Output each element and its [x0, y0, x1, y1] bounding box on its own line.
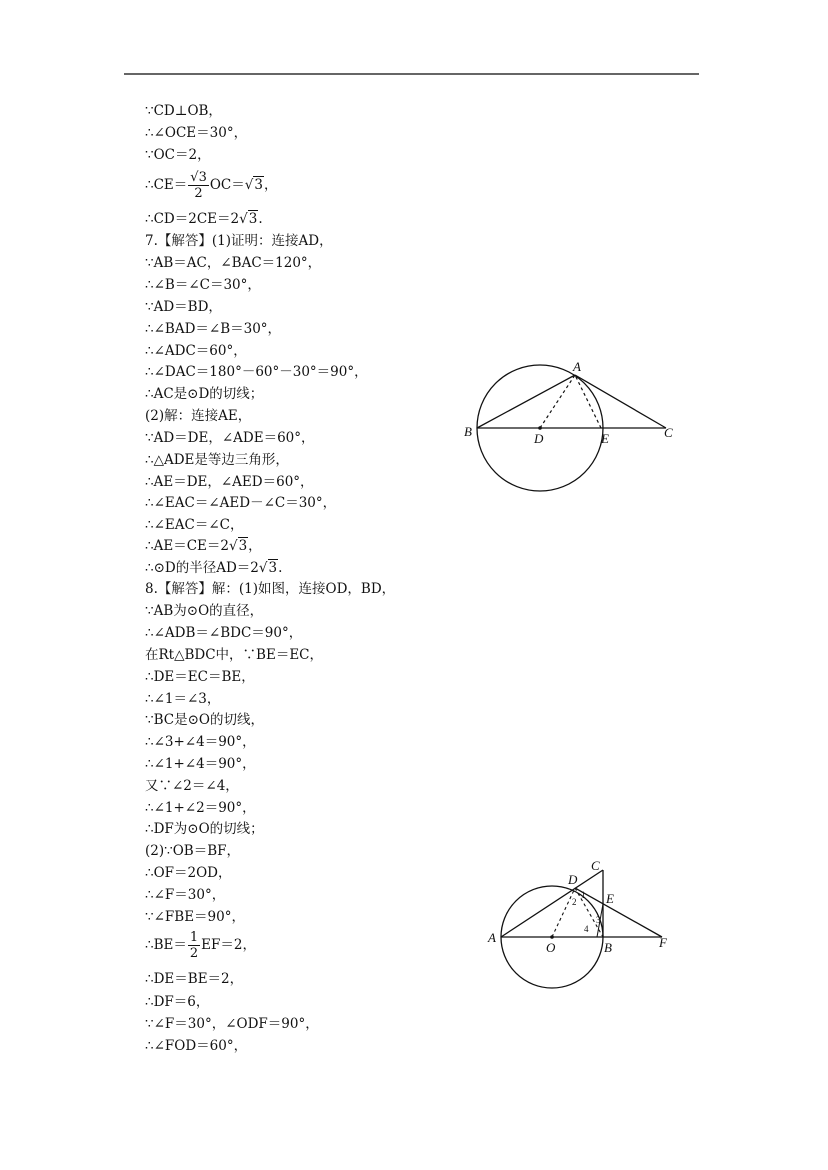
text-line: ∴CE＝ $\frac{√3}{2}$ OC＝√3，	[145, 170, 278, 201]
text-line: (2)解：连接AE，	[145, 408, 252, 424]
header-rule	[124, 73, 699, 75]
text-line: ∴△ADE是等边三角形，	[145, 452, 289, 468]
text-line: 又∵∠2＝∠4，	[145, 778, 239, 794]
text-line: ∴∠EAC＝∠C，	[145, 517, 244, 533]
label-b: B	[604, 940, 612, 955]
label-e: E	[606, 891, 614, 906]
text-line: ∴BE＝ $\frac{1}{2}$ EF＝2，	[145, 930, 256, 961]
text-line: 8.【解答】解：(1)如图，连接OD，BD，	[145, 581, 396, 597]
text-line: ∵OC＝2，	[145, 147, 211, 163]
text-line: ∴DE＝EC＝BE，	[145, 669, 255, 685]
label-f: F	[659, 935, 667, 950]
text-line: ∴AC是⊙D的切线；	[145, 386, 264, 402]
text-line: ∵AD＝BD，	[145, 299, 222, 315]
text-line: ∴DF为⊙O的切线；	[145, 821, 264, 837]
text-line: ∴CD＝2CE＝2√3.	[145, 211, 263, 227]
center-point-o	[550, 935, 554, 939]
text-line: ∵BC是⊙O的切线，	[145, 712, 264, 728]
text-line: ∵AB＝AC，∠BAC＝120°，	[145, 255, 322, 271]
text-line: 在Rt△BDC中，∵BE＝EC，	[145, 647, 324, 663]
label-c: C	[591, 858, 600, 873]
segment-ac	[575, 375, 666, 428]
label-a: A	[488, 930, 496, 945]
text-line: ∴AE＝DE，∠AED＝60°，	[145, 474, 314, 490]
text-line: ∴∠1+∠2＝90°，	[145, 800, 256, 816]
text-line: (2)∵OB＝BF，	[145, 843, 240, 859]
text-line: ∴∠ADB＝∠BDC＝90°，	[145, 625, 303, 641]
text-line: ∴AE＝CE＝2√3，	[145, 538, 262, 554]
text-line: ∵∠FBE＝90°，	[145, 909, 245, 925]
text-line: ∴∠3+∠4＝90°，	[145, 734, 256, 750]
text-line: ∴∠EAC＝∠AED－∠C＝30°，	[145, 495, 337, 511]
label-d: D	[534, 431, 544, 446]
label-d: D	[568, 872, 578, 887]
text-line: ∴OF＝2OD，	[145, 865, 232, 881]
text-line: ∴∠F＝30°，	[145, 887, 226, 903]
text-line: ∵AB为⊙O的直径，	[145, 603, 264, 619]
text-line: ∴∠OCE＝30°，	[145, 125, 248, 141]
text-line: ∴DF＝6，	[145, 994, 210, 1010]
label-b: B	[464, 424, 472, 439]
angle-label-1: 1	[581, 890, 586, 900]
label-c: C	[664, 425, 673, 440]
text-line: ∴⊙D的半径AD＝2√3.	[145, 560, 283, 576]
segment-ab	[477, 375, 575, 428]
angle-label-2: 2	[572, 897, 577, 907]
text-line: ∴∠1＝∠3，	[145, 691, 221, 707]
text-line: ∴∠1+∠4＝90°，	[145, 756, 256, 772]
figure-circle-d-tangent	[455, 355, 685, 505]
text-line: ∵AD＝DE，∠ADE＝60°，	[145, 430, 315, 446]
segment-ad-dashed	[540, 375, 575, 428]
text-line: ∴∠B＝∠C＝30°，	[145, 277, 261, 293]
text-line: ∴∠FOD＝60°，	[145, 1038, 248, 1054]
text-line: ∵∠F＝30°，∠ODF＝90°，	[145, 1016, 319, 1032]
text-line: ∴∠BAD＝∠B＝30°，	[145, 321, 282, 337]
text-line: ∴DE＝BE＝2，	[145, 971, 244, 987]
label-e: E	[601, 431, 609, 446]
center-point-d	[538, 426, 542, 430]
figure-circle-o-tangent	[480, 855, 680, 995]
text-line: ∴∠DAC＝180°－60°－30°＝90°，	[145, 364, 368, 380]
label-a: A	[573, 359, 581, 374]
text-line: ∵CD⊥OB，	[145, 103, 222, 119]
text-line: ∴∠ADC＝60°，	[145, 343, 247, 359]
text-line: 7.【解答】(1)证明：连接AD，	[145, 233, 333, 249]
angle-label-3: 3	[596, 915, 601, 925]
label-o: O	[546, 940, 556, 955]
angle-label-4: 4	[584, 924, 589, 934]
